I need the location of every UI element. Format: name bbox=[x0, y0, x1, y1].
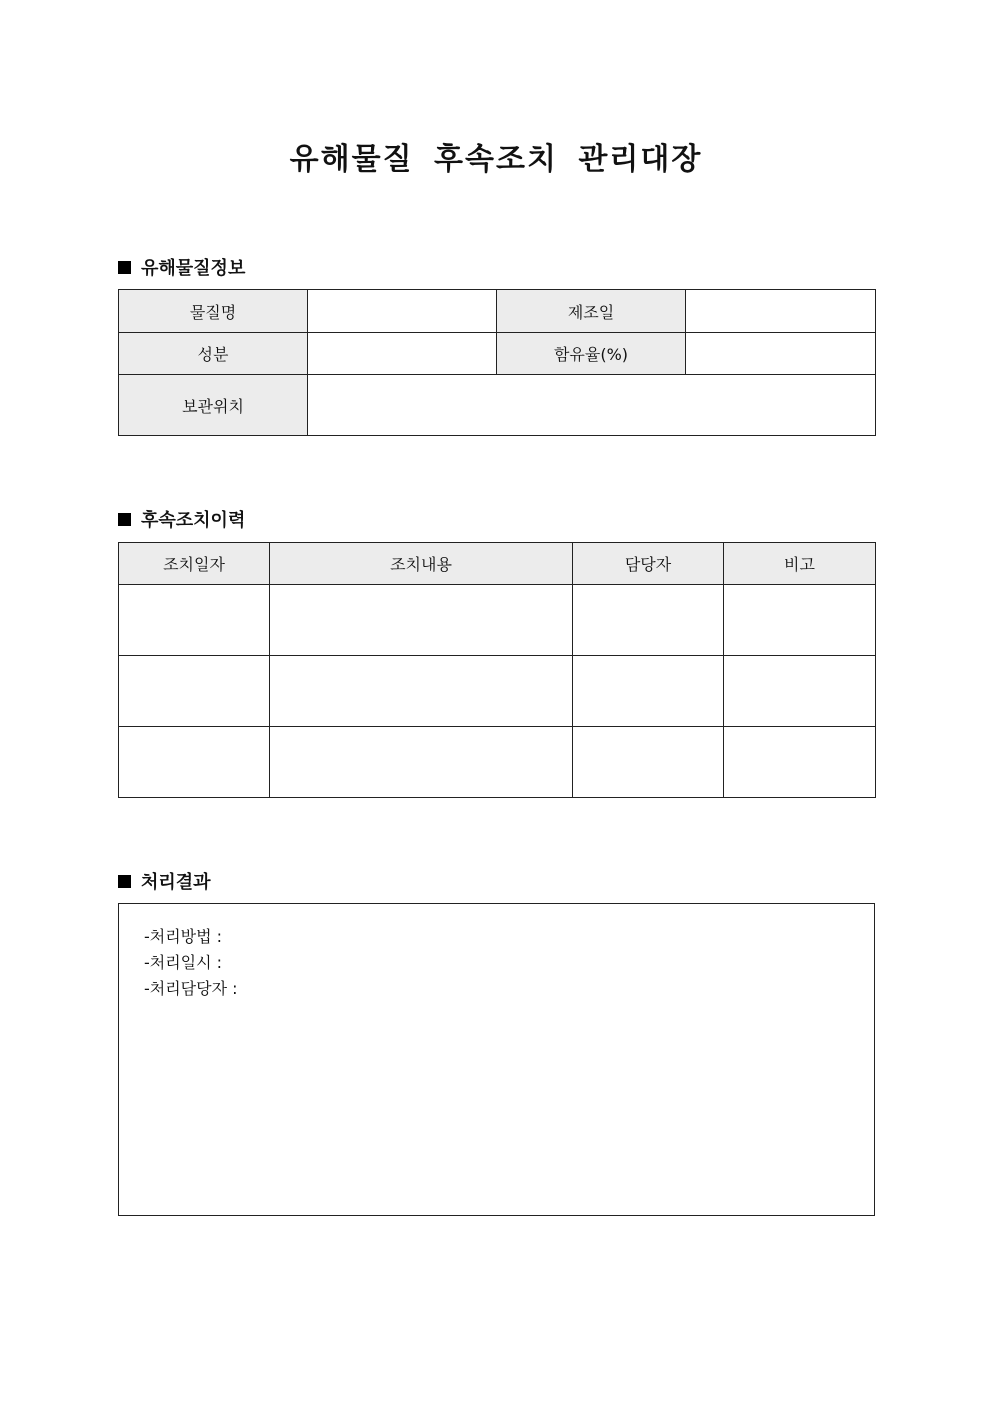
storage-location-label: 보관위치 bbox=[119, 375, 308, 436]
square-bullet-icon bbox=[118, 513, 131, 526]
remarks-cell[interactable] bbox=[724, 585, 876, 656]
processing-method-label: -처리방법 : bbox=[144, 927, 223, 946]
substance-info-heading-text: 유해물질정보 bbox=[141, 258, 246, 279]
component-label: 성분 bbox=[119, 333, 308, 375]
processing-result-heading bbox=[118, 868, 211, 894]
table-row bbox=[119, 656, 876, 727]
manufacture-date-label: 제조일 bbox=[497, 290, 686, 333]
content-ratio-field[interactable] bbox=[686, 333, 876, 375]
document-title: 유해물질 후속조치 관리대장 bbox=[289, 142, 703, 177]
component-field[interactable] bbox=[308, 333, 497, 375]
action-content-cell[interactable] bbox=[270, 727, 573, 798]
column-header-action-content: 조치내용 bbox=[270, 543, 573, 585]
substance-info-table bbox=[118, 289, 876, 436]
material-name-label: 물질명 bbox=[119, 290, 308, 333]
action-history-heading bbox=[118, 506, 245, 532]
processing-result-heading-text: 처리결과 bbox=[141, 872, 211, 893]
square-bullet-icon bbox=[118, 261, 131, 274]
column-header-action-date: 조치일자 bbox=[119, 543, 270, 585]
square-bullet-icon bbox=[118, 875, 131, 888]
remarks-cell[interactable] bbox=[724, 727, 876, 798]
column-header-manager: 담당자 bbox=[573, 543, 724, 585]
manager-cell[interactable] bbox=[573, 656, 724, 727]
table-row bbox=[119, 585, 876, 656]
action-content-cell[interactable] bbox=[270, 585, 573, 656]
action-content-cell[interactable] bbox=[270, 656, 573, 727]
action-history-table bbox=[118, 542, 876, 798]
manager-cell[interactable] bbox=[573, 727, 724, 798]
manufacture-date-field[interactable] bbox=[686, 290, 876, 333]
storage-location-field[interactable] bbox=[308, 375, 876, 436]
processing-result-box[interactable] bbox=[118, 903, 875, 1216]
material-name-field[interactable] bbox=[308, 290, 497, 333]
column-header-remarks: 비고 bbox=[724, 543, 876, 585]
action-history-heading-text: 후속조치이력 bbox=[141, 510, 246, 531]
content-ratio-label: 함유율(%) bbox=[497, 333, 686, 375]
action-date-cell[interactable] bbox=[119, 727, 270, 798]
substance-info-heading bbox=[118, 254, 245, 280]
processing-result-lines bbox=[144, 924, 238, 1002]
action-date-cell[interactable] bbox=[119, 585, 270, 656]
processing-datetime-label: -처리일시 : bbox=[144, 953, 223, 972]
action-date-cell[interactable] bbox=[119, 656, 270, 727]
table-row bbox=[119, 727, 876, 798]
processing-manager-label: -처리담당자 : bbox=[144, 979, 238, 998]
remarks-cell[interactable] bbox=[724, 656, 876, 727]
manager-cell[interactable] bbox=[573, 585, 724, 656]
